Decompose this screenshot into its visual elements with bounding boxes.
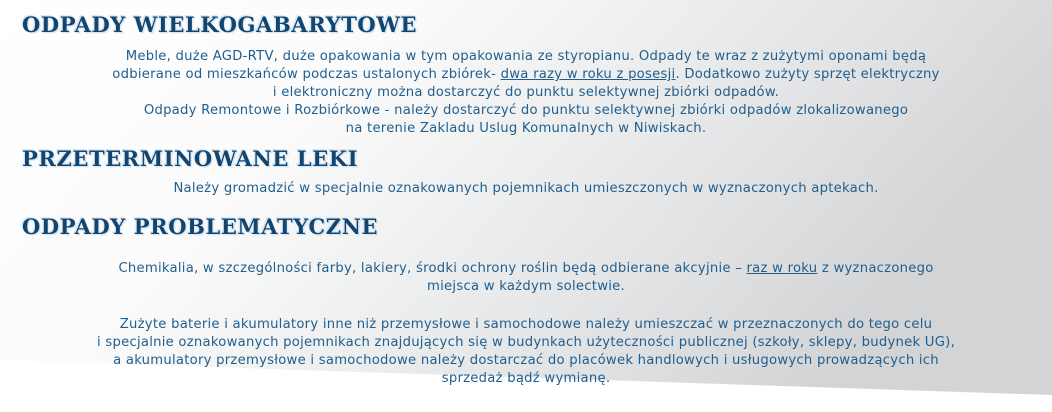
paragraph-batteries <box>0 316 1052 388</box>
underlined-frequency: dwa razy w roku z posesji <box>500 67 676 82</box>
text-line: odbierane od mieszkańców podczas ustalonych zbiórek- dwa razy w roku z posesji. Dodatkowo zużyty sprzęt elektryczny <box>112 67 940 82</box>
heading-expired-medicines: PRZETERMINOWANE LEKI <box>22 146 359 171</box>
text-line: Meble, duże AGD-RTV, duże opakowania w tym opakowania ze styropianu. Odpady te wraz z zużytymi oponami będą <box>125 49 927 64</box>
underlined-frequency: raz w roku <box>746 261 818 276</box>
paragraph-bulky-waste <box>0 48 1052 138</box>
heading-bulky-waste: ODPADY WIELKOGABARYTOWE <box>22 12 418 37</box>
text-line: na terenie Zakladu Uslug Komunalnych w Niwiskach. <box>345 121 707 136</box>
text-line: i specjalnie oznakowanych pojemnikach znajdujących się w budynkach użyteczności publicznej (szkoły, sklepy, budynek UG), <box>96 335 956 350</box>
text-line: Zużyte baterie i akumulatory inne niż przemysłowe i samochodowe należy umieszczać w przeznaczonych do tego celu <box>119 317 933 332</box>
text-line: Należy gromadzić w specjalnie oznakowanych pojemnikach umieszczonych w wyznaczonych aptekach. <box>173 181 879 196</box>
paragraph-expired-medicines <box>0 180 1052 198</box>
text-line: i elektroniczny można dostarczyć do punktu selektywnej zbiórki odpadów. <box>272 85 780 100</box>
heading-problematic-waste: ODPADY PROBLEMATYCZNE <box>22 214 379 239</box>
text-line: Chemikalia, w szczególności farby, lakiery, środki ochrony roślin będą odbierane akcyjnie – raz w roku z wyznaczonego <box>118 261 934 276</box>
text-line: a akumulatory przemysłowe i samochodowe należy dostarczać do placówek handlowych i usługowych prowadzących ich <box>113 353 939 368</box>
paragraph-chemicals <box>0 260 1052 296</box>
text-line: Odpady Remontowe i Rozbiórkowe - należy dostarczyć do punktu selektywnej zbiórki odpadów zlokalizowanego <box>143 103 909 118</box>
text-line: sprzedaż bądź wymianę. <box>441 371 611 386</box>
text-line: miejsca w każdym solectwie. <box>427 279 625 294</box>
